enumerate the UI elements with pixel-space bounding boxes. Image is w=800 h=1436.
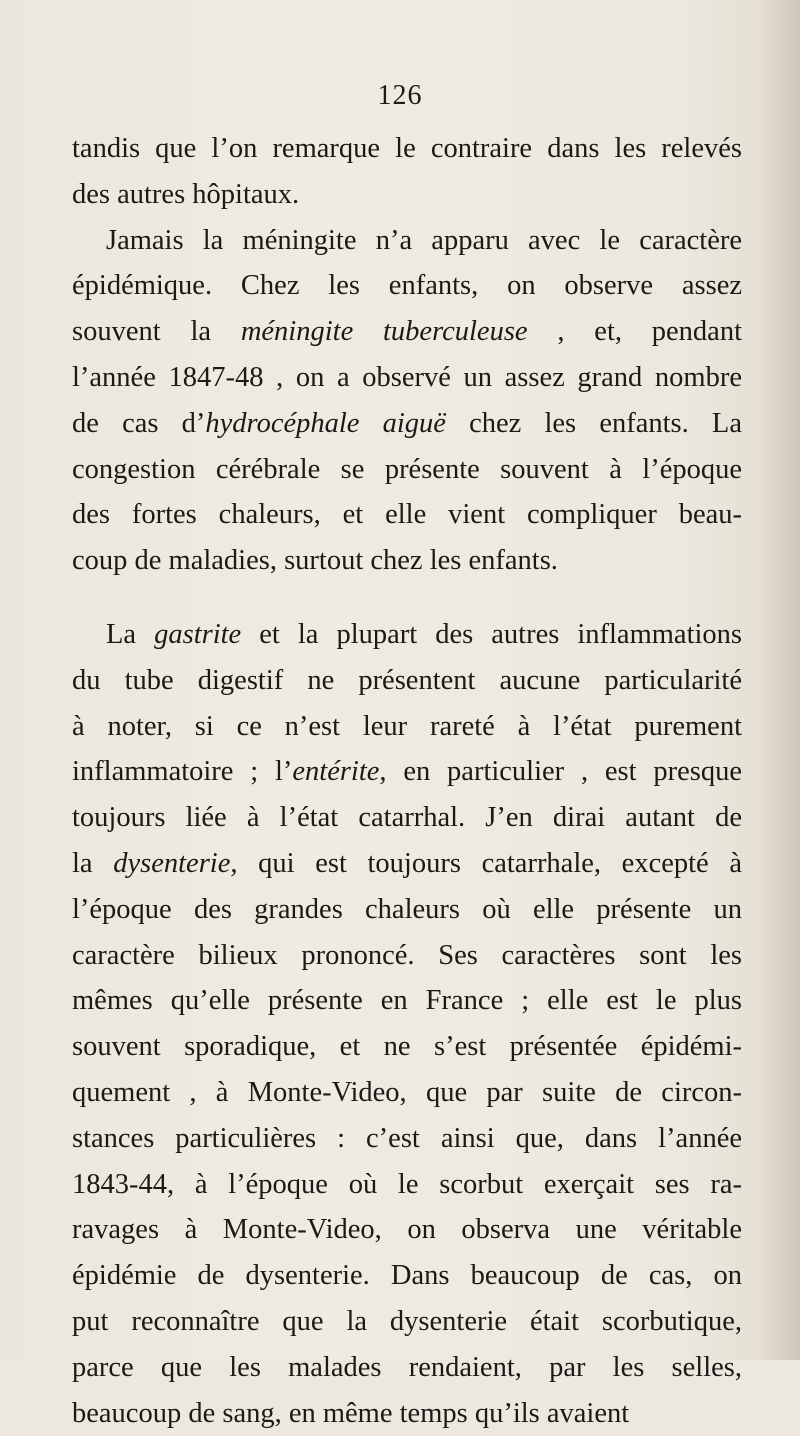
italic-term: gastrite xyxy=(154,618,242,650)
text-run: inflammatoire ; l’ xyxy=(72,756,293,788)
text-run: coup de maladies, surtout chez les enfants. xyxy=(72,545,558,577)
text-run: du tube digestif ne présentent aucune particularité xyxy=(72,664,742,696)
italic-term: hydrocéphale aiguë xyxy=(205,407,446,439)
text-line xyxy=(72,172,742,218)
text-line xyxy=(72,1207,742,1253)
text-run: l’époque des grandes chaleurs où elle présente un xyxy=(72,893,742,925)
text-line xyxy=(72,612,742,658)
text-run: stances particulières : c’est ainsi que, dans l’année xyxy=(72,1122,742,1154)
text-line xyxy=(72,1116,742,1162)
text-line xyxy=(72,309,742,355)
text-line xyxy=(72,218,742,264)
text-run: 1843-44, à l’époque où le scorbut exerçait ses ra- xyxy=(72,1168,742,1200)
text-run: toujours liée à l’état catarrhal. J’en dirai autant de xyxy=(72,802,742,834)
text-run: quement , à Monte-Video, que par suite de circon- xyxy=(72,1076,742,1108)
text-run: tandis que l’on remarque le contraire dans les relevés xyxy=(72,133,742,164)
text-run: souvent la xyxy=(72,316,241,348)
text-line xyxy=(72,795,742,841)
text-run: beaucoup de sang, en même temps qu’ils avaient xyxy=(72,1397,630,1429)
text-line xyxy=(72,1299,742,1345)
text-line xyxy=(72,538,742,584)
text-run: épidémie de dysenterie. Dans beaucoup de cas, on xyxy=(72,1260,742,1292)
text-line xyxy=(72,263,742,309)
text-line xyxy=(72,841,742,887)
text-run: mêmes qu’elle présente en France ; elle est le plus xyxy=(72,985,742,1017)
text-run: et la plupart des autres inflammations xyxy=(241,618,743,650)
text-run: des fortes chaleurs, et elle vient compliquer beau- xyxy=(72,499,742,531)
text-line xyxy=(72,126,742,172)
text-line xyxy=(72,447,742,493)
text-run: épidémique. Chez les enfants, on observe assez xyxy=(72,270,742,302)
paragraph xyxy=(72,126,742,218)
text-line xyxy=(72,1024,742,1070)
paragraph xyxy=(72,612,742,1436)
text-run: à noter, si ce n’est leur rareté à l’état purement xyxy=(72,710,742,742)
page-edge-shadow xyxy=(760,0,800,1360)
text-line xyxy=(72,492,742,538)
text-run: souvent sporadique, et ne s’est présentée épidémi- xyxy=(72,1031,742,1063)
body-text xyxy=(72,126,742,1436)
text-run: put reconnaître que la dysenterie était scorbutique, xyxy=(72,1305,742,1337)
text-run: la xyxy=(72,847,114,879)
text-run: l’année 1847-48 , on a observé un assez grand nombre xyxy=(72,361,742,393)
text-run: , et, pendant xyxy=(527,316,742,348)
text-line xyxy=(72,658,742,704)
text-line xyxy=(72,978,742,1024)
paragraph-gap xyxy=(72,584,742,612)
italic-term: méningite tuberculeuse xyxy=(240,316,528,348)
text-run: chez les enfants. La xyxy=(445,407,742,439)
text-line xyxy=(72,749,742,795)
text-line xyxy=(72,1391,742,1436)
text-line xyxy=(72,1070,742,1116)
text-run: Jamais la méningite n’a apparu avec le caractère xyxy=(106,224,742,256)
text-line xyxy=(72,1162,742,1208)
text-run: caractère bilieux prononcé. Ses caractères sont les xyxy=(72,939,742,971)
text-line xyxy=(72,401,742,447)
page-number: 126 xyxy=(377,80,423,111)
text-line xyxy=(72,355,742,401)
text-run: , en particulier , est presque xyxy=(379,756,742,788)
text-line xyxy=(72,1253,742,1299)
italic-term: dysenterie, xyxy=(113,847,238,879)
text-run: qui est toujours catarrhale, excepté à xyxy=(237,847,742,879)
text-run: La xyxy=(106,618,155,650)
italic-term: entérite xyxy=(292,756,380,788)
text-run: congestion cérébrale se présente souvent à l’époque xyxy=(72,453,742,485)
text-line xyxy=(72,704,742,750)
text-run: ravages à Monte-Video, on observa une véritable xyxy=(72,1214,742,1246)
paragraph xyxy=(72,218,742,584)
text-run: de cas d’ xyxy=(72,407,206,439)
text-run: parce que les malades rendaient, par les selles, xyxy=(72,1351,742,1383)
text-line xyxy=(72,1345,742,1391)
text-run: des autres hôpitaux. xyxy=(72,178,300,210)
text-line xyxy=(72,887,742,933)
text-line xyxy=(72,933,742,979)
